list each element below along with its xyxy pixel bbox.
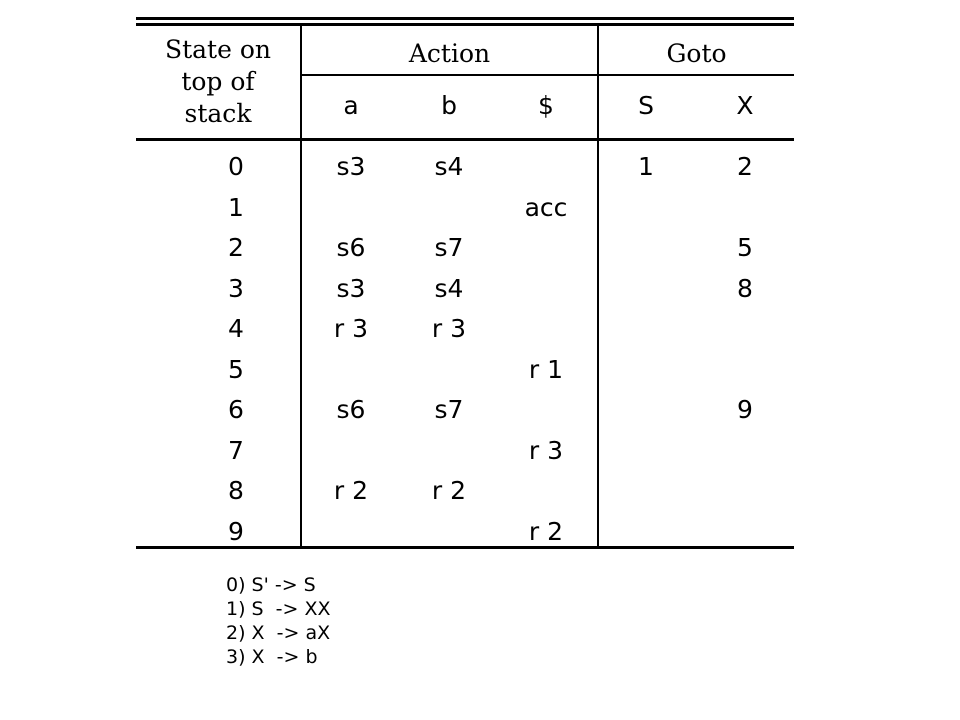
state-header-line: stack [184,99,252,128]
table-cell-state: 3 [228,273,244,303]
table-cell-b: s4 [434,152,464,181]
table-cell-goto-X: 8 [737,273,753,303]
table-cell-a: r 2 [333,476,369,505]
column-header-X: X [736,91,754,120]
table-cell-dollar: r 2 [528,516,564,546]
parse-table [136,0,794,560]
table-cell-goto-S: 1 [638,152,654,181]
table-row [136,313,794,353]
grammar-rule: 3) X -> b [226,646,318,668]
table-row [136,435,794,475]
table-cell-state: 9 [228,516,244,546]
table-cell-state: 8 [228,476,244,505]
table-cell-goto-X: 5 [737,233,753,262]
table-cell-state: 0 [228,152,244,181]
table-row [136,273,794,313]
table-row [136,475,794,515]
table-cell-state: 5 [228,354,244,384]
subheader-rule [301,74,794,76]
column-header-dollar: $ [538,91,554,120]
table-row [136,354,794,394]
table-cell-state: 2 [228,233,244,262]
grammar-rules [226,573,331,669]
grammar-rule: 0) S' -> S [226,574,316,596]
table-cell-dollar: r 3 [528,435,564,465]
action-header: Action [408,39,491,68]
table-row [136,232,794,272]
state-header [136,34,300,130]
table-row [136,394,794,434]
table-cell-goto-X: 2 [737,152,753,181]
table-cell-b: r 3 [431,314,467,343]
table-cell-dollar: r 1 [528,354,564,384]
table-cell-state: 1 [228,192,244,222]
column-header-S: S [638,91,654,120]
table-row [136,192,794,232]
table-cell-a: r 3 [333,314,369,343]
table-cell-goto-X: 9 [737,395,753,424]
table-cell-a: s3 [336,273,366,303]
table-cell-b: r 2 [431,476,467,505]
goto-header: Goto [666,39,727,68]
table-cell-b: s7 [434,233,464,262]
table-cell-b: s4 [434,273,464,303]
table-cell-state: 7 [228,435,244,465]
table-cell-b: s7 [434,395,464,424]
state-header-line: State on [164,35,272,64]
table-row [136,151,794,191]
grammar-rule: 1) S -> XX [226,598,331,620]
table-cell-a: s6 [336,395,366,424]
grammar-rule: 2) X -> aX [226,622,331,644]
column-header-a: a [343,91,359,120]
header-rule [136,138,794,141]
column-header-b: b [441,91,457,120]
state-header-line: top of [181,67,255,96]
table-cell-state: 6 [228,395,244,424]
table-cell-a: s6 [336,233,366,262]
top-rule [136,17,794,20]
table-row [136,516,794,556]
table-cell-state: 4 [228,314,244,343]
table-cell-a: s3 [336,152,366,181]
top-rule-inner [136,23,794,26]
table-cell-dollar: acc [524,192,568,222]
